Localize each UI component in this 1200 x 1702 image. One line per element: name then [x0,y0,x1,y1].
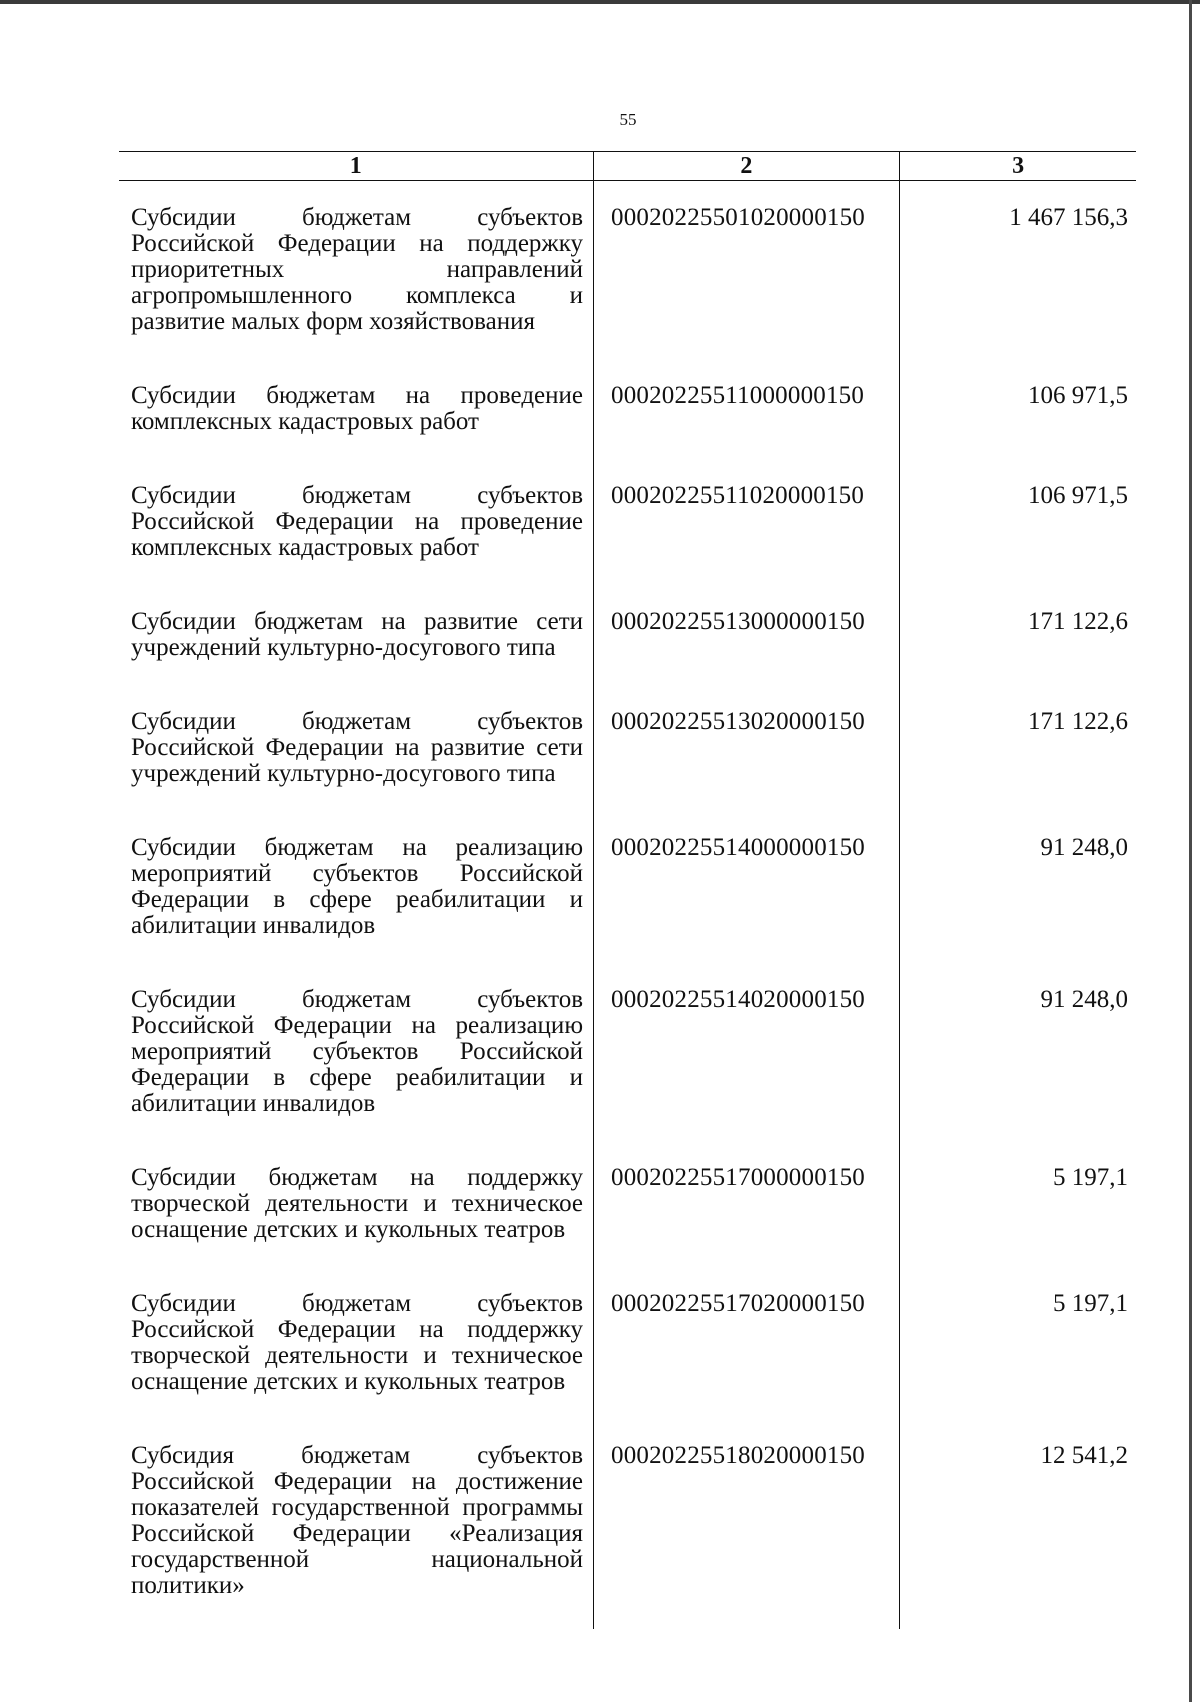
row-description: Субсидии бюджетам на развитие сети учреждений культурно-досугового типа [131,608,583,661]
header-col-1: 1 [349,153,362,179]
row-description: Субсидии бюджетам субъектов Российской Федерации на проведение комплексных кадастровых работ [131,482,583,561]
row-description: Субсидии бюджетам субъектов Российской Федерации на реализацию мероприятий субъектов Российской Федерации в сфере реабилитации и абилитации инвалидов [131,986,583,1117]
row-code: 00020225501020000150 [593,181,899,359]
table-row [119,181,1136,359]
row-code: 00020225518020000150 [593,1419,899,1629]
row-amount: 106 971,5 [899,459,1135,585]
row-amount: 91 248,0 [899,811,1135,963]
table-row [119,811,1136,963]
row-amount: 1 467 156,3 [899,181,1135,359]
row-amount: 91 248,0 [899,963,1135,1141]
row-amount: 12 541,2 [899,1419,1135,1629]
row-description: Субсидии бюджетам субъектов Российской Федерации на поддержку приоритетных направлений агропромышленного комплекса и развитие малых форм хозяйствования [131,204,583,335]
row-amount: 106 971,5 [899,359,1135,459]
row-amount: 171 122,6 [899,585,1135,685]
table-row [119,963,1136,1141]
table-row [119,685,1136,811]
row-description: Субсидия бюджетам субъектов Российской Федерации на достижение показателей государственной программы Российской Федерации «Реализация государственной национальной политики» [131,1442,583,1599]
table-body [119,181,1136,1629]
scan-edge-right [1189,0,1192,1702]
row-code: 00020225511020000150 [593,459,899,585]
row-code: 00020225514020000150 [593,963,899,1141]
row-amount: 171 122,6 [899,685,1135,811]
table-header-row [119,151,1136,181]
row-description: Субсидии бюджетам субъектов Российской Федерации на развитие сети учреждений культурно-досугового типа [131,708,583,787]
scan-edge-top [0,0,1200,4]
row-description: Субсидии бюджетам на проведение комплексных кадастровых работ [131,382,583,435]
row-amount: 5 197,1 [899,1267,1135,1419]
row-description: Субсидии бюджетам субъектов Российской Федерации на поддержку творческой деятельности и техническое оснащение детских и кукольных театров [131,1290,583,1395]
row-amount: 5 197,1 [899,1141,1135,1267]
row-code: 00020225511000000150 [593,359,899,459]
table-row [119,585,1136,685]
page-number: 55 [619,110,637,129]
row-code: 00020225513020000150 [593,685,899,811]
row-code: 00020225514000000150 [593,811,899,963]
table-row [119,1267,1136,1419]
budget-table [119,151,1136,1629]
row-code: 00020225517020000150 [593,1267,899,1419]
header-col-3: 3 [899,152,1136,180]
table-row [119,359,1136,459]
row-code: 00020225513000000150 [593,585,899,685]
table-row [119,1419,1136,1629]
table-row [119,459,1136,585]
row-code: 00020225517000000150 [593,1141,899,1267]
row-description: Субсидии бюджетам на поддержку творческой деятельности и техническое оснащение детских и кукольных театров [131,1164,583,1243]
header-col-2: 2 [593,152,900,180]
row-description: Субсидии бюджетам на реализацию мероприятий субъектов Российской Федерации в сфере реабилитации и абилитации инвалидов [131,834,583,939]
table-row [119,1141,1136,1267]
